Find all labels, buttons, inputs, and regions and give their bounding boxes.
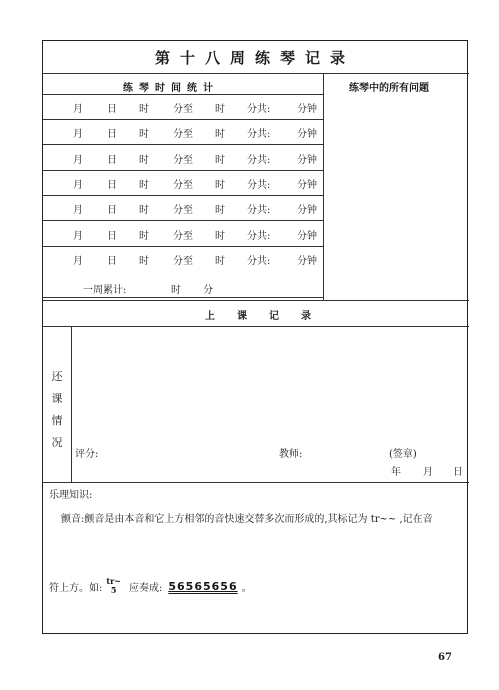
row-label-day: 日 — [107, 179, 117, 191]
divider — [43, 326, 469, 327]
row-label-min-to: 分至 — [173, 104, 193, 115]
row-label-minutes: 分钟 — [297, 179, 317, 191]
row-label-hour2: 时 — [215, 230, 225, 242]
row-label-day: 日 — [107, 255, 117, 267]
problems-header: 练琴中的所有问题 — [349, 83, 429, 94]
row-label-min-total: 分共: — [247, 205, 271, 217]
practice-row — [43, 170, 323, 195]
divider — [323, 73, 324, 300]
row-label-min-total: 分共: — [247, 179, 271, 191]
date-month: 月 — [423, 467, 433, 478]
row-label-hour: 时 — [139, 129, 149, 141]
weekly-total-label: 一周累计: — [83, 285, 127, 296]
divider — [43, 73, 469, 74]
date-year: 年 — [391, 467, 401, 478]
seal-label: (签章) — [389, 449, 417, 460]
row-label-min-to: 分至 — [173, 205, 193, 217]
divider — [43, 297, 323, 298]
divider — [43, 300, 469, 301]
row-label-min-total: 分共: — [247, 129, 271, 141]
row-label-min-total: 分共: — [247, 230, 271, 242]
weekly-total-hour: 时 — [171, 285, 181, 296]
row-label-min-to: 分至 — [173, 179, 193, 191]
row-label-hour: 时 — [139, 230, 149, 242]
row-label-hour: 时 — [139, 154, 149, 166]
page-number: 67 — [438, 652, 452, 663]
record-frame — [42, 40, 468, 634]
row-label-min-total: 分共: — [247, 104, 271, 115]
row-label-minutes: 分钟 — [297, 129, 317, 141]
practice-row — [43, 195, 323, 220]
row-label-month: 月 — [73, 230, 83, 242]
row-label-day: 日 — [107, 205, 117, 217]
row-label-hour2: 时 — [215, 179, 225, 191]
row-label-day: 日 — [107, 154, 117, 166]
row-label-minutes: 分钟 — [297, 104, 317, 115]
practice-row — [43, 119, 323, 144]
row-label-month: 月 — [73, 154, 83, 166]
return-status-label: 还 课 情 况 — [51, 370, 63, 449]
row-label-hour2: 时 — [215, 104, 225, 115]
row-label-minutes: 分钟 — [297, 154, 317, 166]
row-label-month: 月 — [73, 129, 83, 141]
practice-row — [43, 94, 323, 119]
trill-example: 符上方。如: tr~ 5 应奏成: 56565656 。 — [49, 576, 252, 595]
divider — [43, 482, 469, 483]
theory-title: 乐理知识: — [49, 490, 93, 501]
class-record-header: 上课记录 — [205, 311, 333, 322]
row-label-min-to: 分至 — [173, 230, 193, 242]
practice-row — [43, 145, 323, 170]
date-day: 日 — [453, 467, 463, 478]
teacher-label: 教师: — [279, 449, 303, 460]
row-label-month: 月 — [73, 205, 83, 217]
trill-fraction: tr~ 5 — [106, 576, 121, 595]
row-label-month: 月 — [73, 179, 83, 191]
weekly-total-minute: 分 — [203, 285, 213, 296]
row-label-hour: 时 — [139, 179, 149, 191]
theory-text: 颤音:颤音是由本音和它上方相邻的音快速交替多次而形成的,其标记为 tr~~ ,记在音 — [61, 514, 433, 525]
row-label-minutes: 分钟 — [297, 255, 317, 267]
page-title: 第十八周练琴记录 — [154, 49, 355, 67]
row-label-hour2: 时 — [215, 154, 225, 166]
row-label-hour2: 时 — [215, 205, 225, 217]
row-label-minutes: 分钟 — [297, 205, 317, 217]
row-label-month: 月 — [73, 104, 83, 115]
row-label-min-to: 分至 — [173, 129, 193, 141]
practice-stats-header: 练琴时间统计 — [123, 83, 219, 94]
row-label-day: 日 — [107, 129, 117, 141]
score-label: 评分: — [75, 449, 99, 460]
row-label-min-total: 分共: — [247, 154, 271, 166]
row-label-hour: 时 — [139, 104, 149, 115]
row-label-month: 月 — [73, 255, 83, 267]
row-label-hour2: 时 — [215, 129, 225, 141]
row-label-hour2: 时 — [215, 255, 225, 267]
row-label-min-total: 分共: — [247, 255, 271, 267]
row-label-hour: 时 — [139, 205, 149, 217]
row-label-day: 日 — [107, 104, 117, 115]
row-label-hour: 时 — [139, 255, 149, 267]
row-label-min-to: 分至 — [173, 255, 193, 267]
row-label-minutes: 分钟 — [297, 230, 317, 242]
divider — [71, 326, 72, 482]
practice-row — [43, 221, 323, 246]
row-label-min-to: 分至 — [173, 154, 193, 166]
practice-row — [43, 246, 323, 271]
row-label-day: 日 — [107, 230, 117, 242]
trill-notes: 56565656 — [168, 579, 238, 593]
